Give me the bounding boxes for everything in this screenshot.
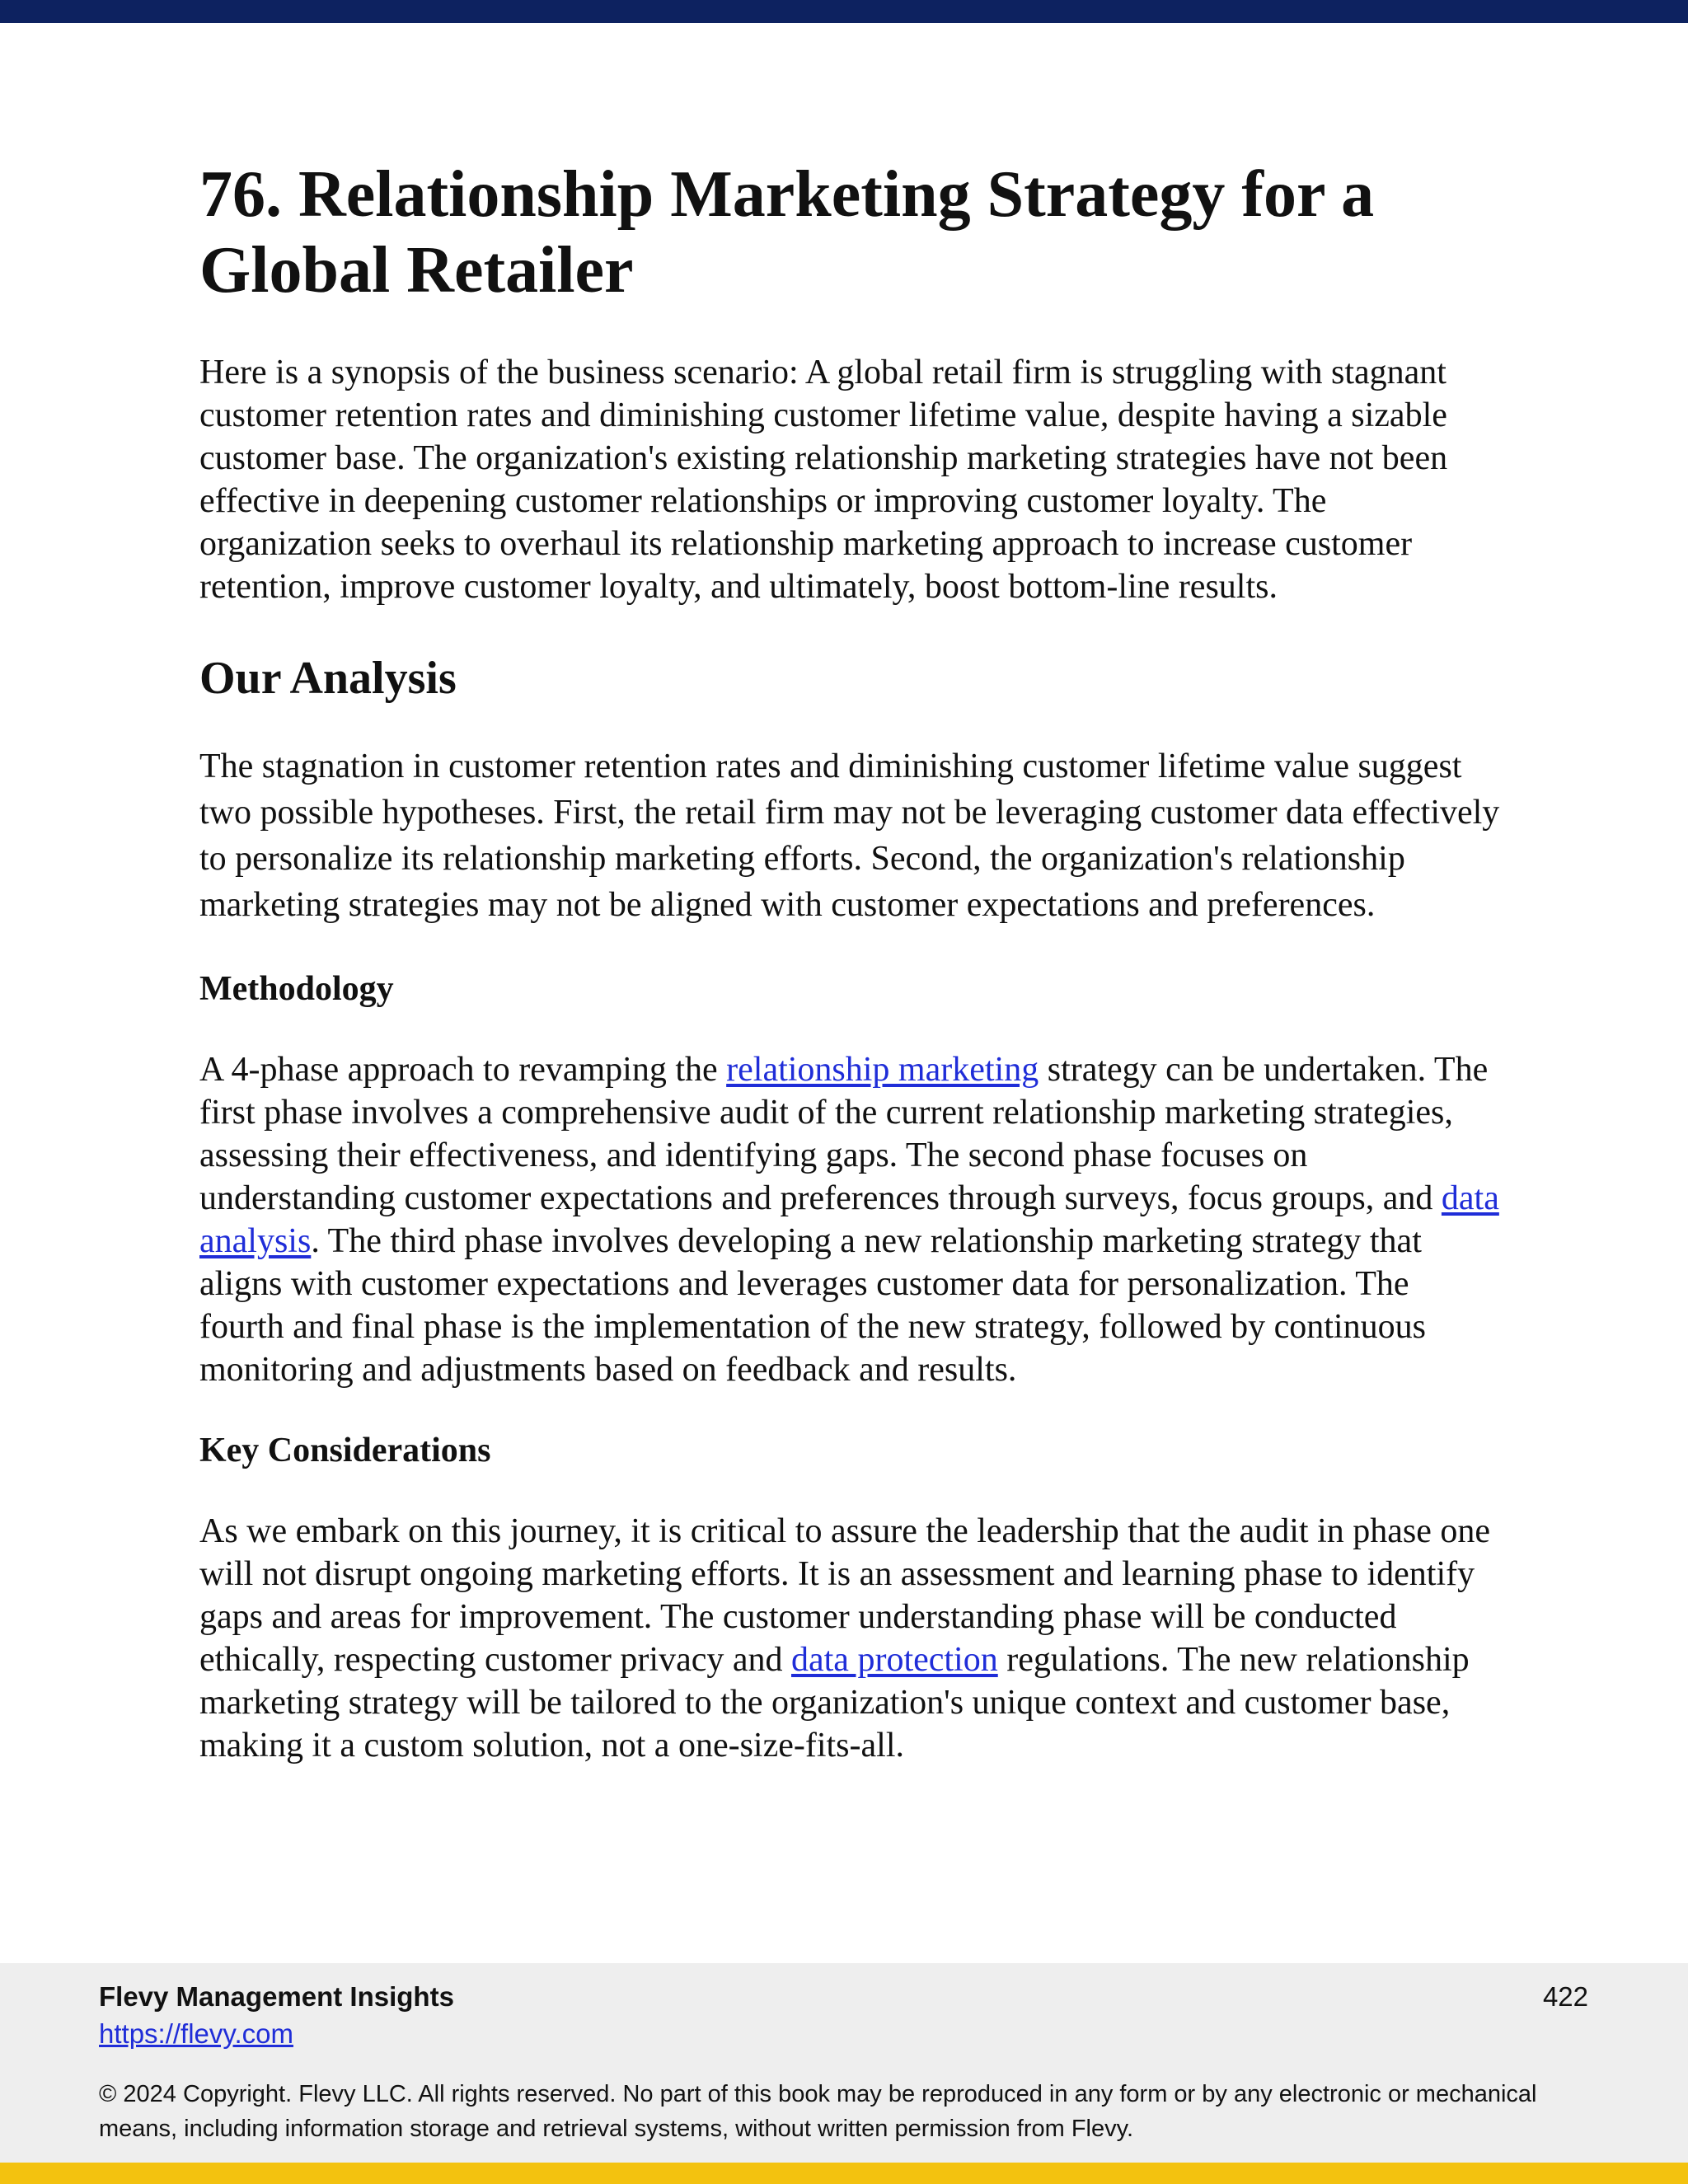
methodology-paragraph bbox=[199, 1048, 1502, 1391]
key-considerations-heading: Key Considerations bbox=[199, 1432, 491, 1469]
data-analysis-link[interactable]: data analysis bbox=[199, 1179, 1499, 1260]
considerations-paragraph bbox=[199, 1510, 1502, 1767]
page-title: 76. Relationship Marketing Strategy for a Global Retailer bbox=[199, 158, 1375, 307]
page-number: 422 bbox=[1542, 1981, 1588, 2012]
page-footer bbox=[0, 1963, 1688, 2163]
methodology-text-3: . The third phase involves developing a new relationship marketing strategy that aligns with customer expectations and leverages customer data for personalization. The fourth and final phase is the implementation of the new strategy, followed by continuous monitoring and adjustments based on feedback and results. bbox=[199, 1222, 1426, 1389]
footer-url-link[interactable]: https://flevy.com bbox=[99, 2018, 293, 2049]
page-content bbox=[199, 157, 1502, 1767]
considerations-text-2: regulations. The new relationship marketing strategy will be tailored to the organization's unique context and customer base, making it a custom solution, not a one-size-fits-all. bbox=[199, 1641, 1470, 1765]
copyright-notice: © 2024 Copyright. Flevy LLC. All rights reserved. No part of this book may be reproduced in any form or by any electronic or mechanical means, including information storage and retrieval systems, without written permission from Flevy. bbox=[99, 2081, 1537, 2142]
relationship-marketing-link[interactable]: relationship marketing bbox=[726, 1051, 1039, 1089]
data-protection-link[interactable]: data protection bbox=[791, 1641, 998, 1679]
synopsis-paragraph: Here is a synopsis of the business scenario: A global retail firm is struggling with stagnant customer retention rates and diminishing customer lifetime value, despite having a sizable customer base. The organization's existing relationship marketing strategies have not been effective in deepening customer relationships or improving customer loyalty. The organization seeks to overhaul its relationship marketing approach to increase customer retention, improve customer loyalty, and ultimately, boost bottom-line results. bbox=[199, 354, 1448, 606]
considerations-text-1: As we embark on this journey, it is critical to assure the leadership that the audit in phase one will not disrupt ongoing marketing efforts. It is an assessment and learning phase to identify gaps and areas for improvement. The customer understanding phase will be conducted ethically, respecting customer privacy and bbox=[199, 1512, 1491, 1679]
analysis-heading: Our Analysis bbox=[199, 653, 457, 704]
analysis-paragraph: The stagnation in customer retention rates and diminishing customer lifetime value suggest two possible hypotheses. First, the retail firm may not be leveraging customer data effectively to personalize its relationship marketing efforts. Second, the organization's relationship marketing strategies may not be aligned with customer expectations and preferences. bbox=[199, 748, 1500, 924]
methodology-text-1: A 4-phase approach to revamping the bbox=[199, 1051, 727, 1089]
methodology-text-2: strategy can be undertaken. The first phase involves a comprehensive audit of the current relationship marketing strategies, assessing their effectiveness, and identifying gaps. The second phase focuses on understanding customer expectations and preferences through surveys, focus groups, and bbox=[199, 1051, 1489, 1217]
footer-brand: Flevy Management Insights bbox=[99, 1981, 454, 2012]
bottom-accent-bar bbox=[0, 2163, 1688, 2184]
methodology-heading: Methodology bbox=[199, 970, 394, 1008]
top-accent-bar bbox=[0, 0, 1688, 23]
